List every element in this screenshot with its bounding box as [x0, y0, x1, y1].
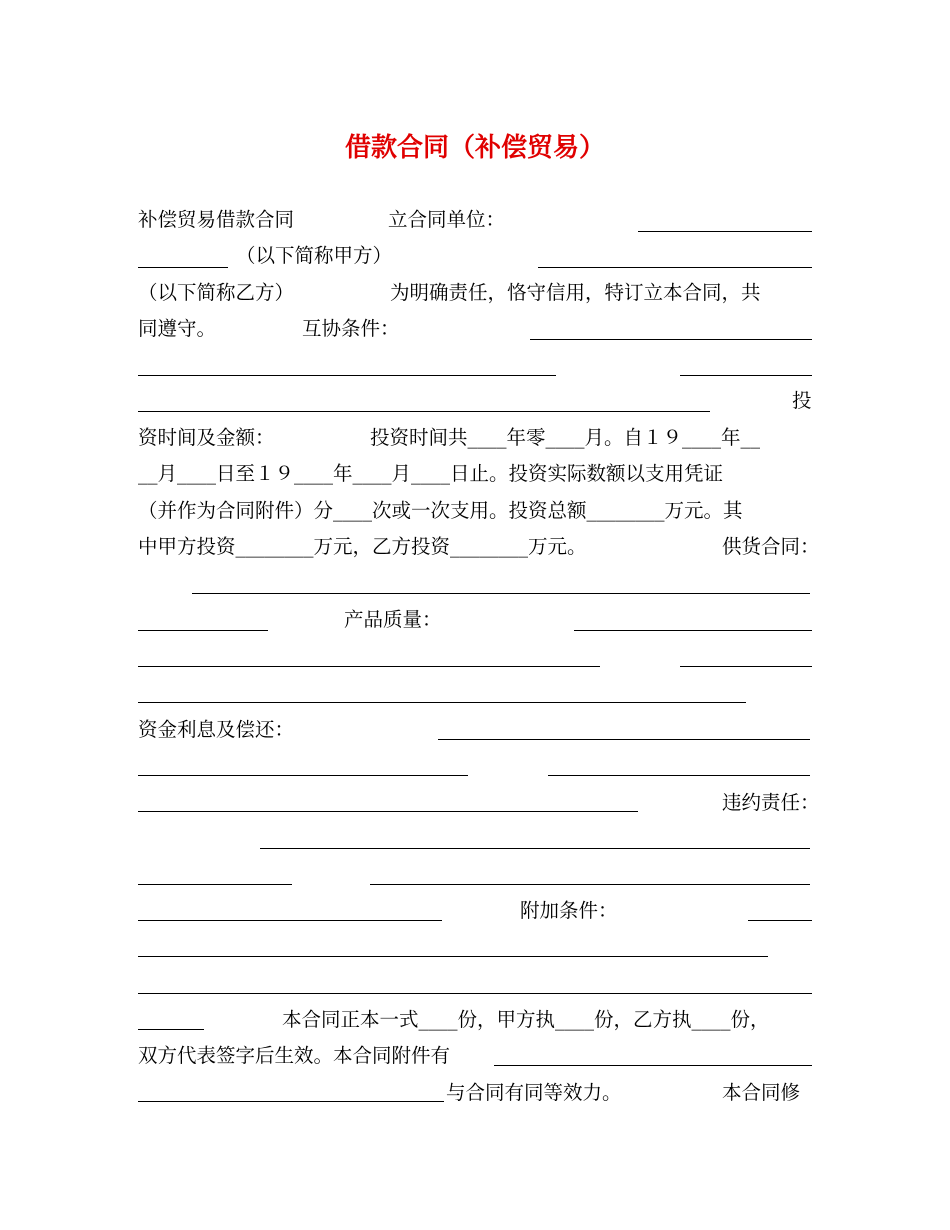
fill-blank[interactable]	[574, 630, 812, 631]
fill-blank[interactable]	[548, 775, 810, 776]
fill-blank[interactable]	[138, 920, 442, 921]
fill-blank[interactable]	[138, 267, 228, 268]
additional-conditions-label: 附加条件：	[520, 899, 618, 922]
fill-blank[interactable]	[138, 956, 768, 957]
fill-blank[interactable]	[138, 993, 812, 994]
clause-text: 同遵守。	[138, 317, 217, 340]
fill-blank[interactable]	[530, 339, 812, 340]
text-line	[138, 893, 812, 929]
fill-blank[interactable]	[192, 593, 810, 594]
fill-blank[interactable]	[138, 1101, 444, 1102]
clause-text: __月____日至１９____年____月____日止。投资实际数额以支用凭证	[138, 462, 724, 485]
fill-blank[interactable]	[680, 666, 812, 667]
fill-blank[interactable]	[494, 1065, 812, 1066]
fill-blank[interactable]	[138, 775, 468, 776]
clause-text: 本合同正本一式____份，甲方执____份，乙方执____份，	[282, 1008, 770, 1031]
fill-blank[interactable]	[138, 811, 638, 812]
fill-blank[interactable]	[138, 884, 292, 885]
fill-blank[interactable]	[138, 702, 746, 703]
clause-text: 双方代表签字后生效。本合同附件有	[138, 1044, 451, 1067]
fill-blank[interactable]	[370, 884, 810, 885]
fill-blank[interactable]	[138, 411, 710, 412]
breach-liability-label: 违约责任：	[722, 791, 820, 814]
supply-contract-label: 供货合同：	[722, 535, 820, 558]
document-title: 借款合同（补偿贸易）	[344, 133, 605, 163]
investment-label: 资时间及金额：	[138, 426, 275, 449]
contract-name-label: 补偿贸易借款合同	[138, 208, 295, 231]
fill-blank[interactable]	[638, 231, 812, 232]
fill-blank[interactable]	[748, 920, 812, 921]
text-line	[138, 456, 812, 492]
product-quality-label: 产品质量：	[344, 608, 442, 631]
text-line	[138, 311, 812, 347]
fill-blank[interactable]	[138, 375, 556, 376]
party-a-note: （以下简称甲方）	[236, 244, 393, 267]
text-line	[138, 602, 812, 638]
fill-blank[interactable]	[538, 267, 812, 268]
party-unit-label: 立合同单位：	[388, 208, 506, 231]
text-line	[138, 420, 812, 456]
clause-text: 投资时间共____年零____月。自１９____年__	[370, 426, 761, 449]
text-line	[138, 238, 812, 274]
text-line	[138, 383, 812, 419]
clause-text: 本合同修	[722, 1081, 801, 1104]
fill-blank[interactable]	[138, 630, 268, 631]
text-line	[138, 785, 820, 821]
clause-text: （并作为合同附件）分____次或一次支用。投资总额________万元。其	[138, 499, 743, 522]
party-b-note: （以下简称乙方）	[138, 281, 295, 304]
text-line	[138, 529, 820, 565]
fill-blank[interactable]	[438, 739, 810, 740]
mutual-conditions-label: 互协条件：	[302, 317, 400, 340]
clause-text: 为明确责任，恪守信用，特订立本合同，共	[390, 281, 761, 304]
text-line	[138, 1002, 812, 1038]
text-line	[138, 493, 812, 529]
fill-blank[interactable]	[138, 666, 600, 667]
text-line	[138, 1038, 812, 1074]
clause-text: 中甲方投资________万元，乙方投资________万元。	[138, 535, 587, 558]
text-line	[138, 202, 812, 238]
fill-blank[interactable]	[260, 848, 810, 849]
text-line	[138, 275, 812, 311]
fill-blank[interactable]	[680, 375, 812, 376]
fill-blank[interactable]	[138, 1029, 204, 1030]
text-line	[138, 1075, 812, 1111]
clause-text: 与合同有同等效力。	[446, 1081, 622, 1104]
interest-repayment-label: 资金利息及偿还：	[138, 718, 295, 741]
text-line	[138, 712, 812, 748]
clause-text: 投	[792, 389, 812, 412]
